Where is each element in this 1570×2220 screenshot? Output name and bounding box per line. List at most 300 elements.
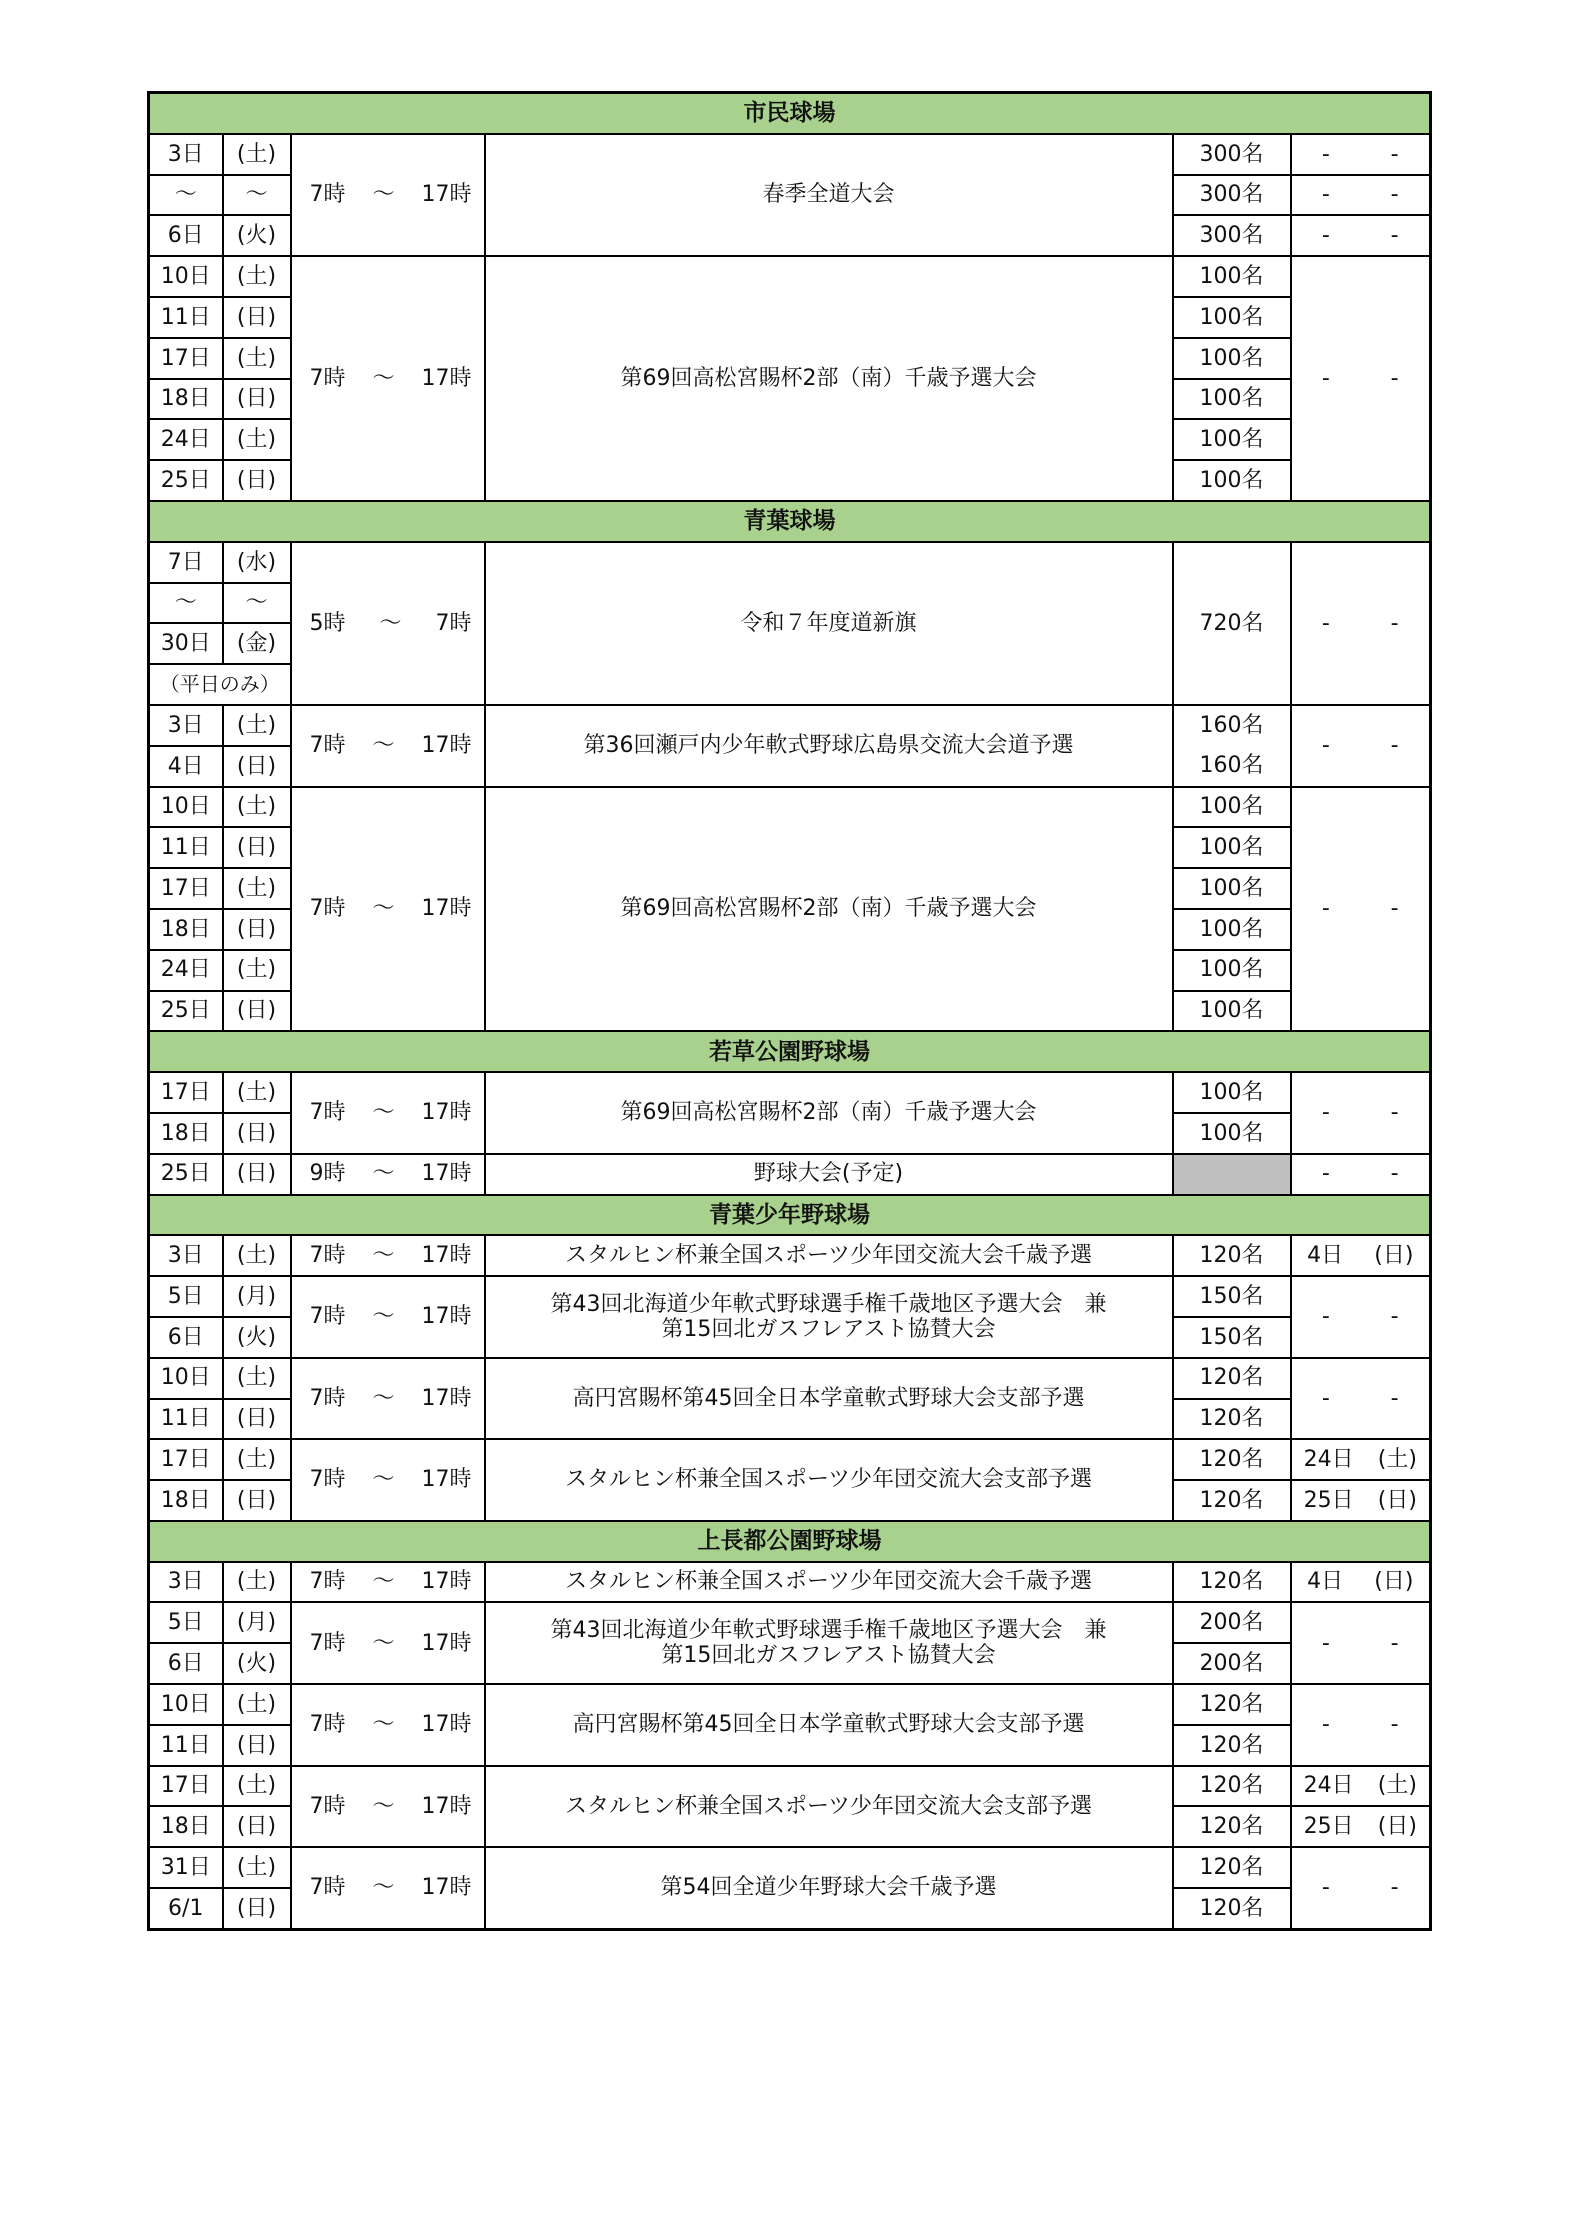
date-weekday: (日) xyxy=(223,379,291,420)
section-header-row xyxy=(149,1521,1431,1562)
reserve-weekday: - xyxy=(1390,365,1399,391)
date-day: ～ xyxy=(149,175,223,216)
capacity: 100名 xyxy=(1173,379,1291,420)
event-line: 春季全道大会 xyxy=(762,182,895,208)
schedule-row xyxy=(149,1562,1431,1603)
reserve-cell xyxy=(1291,705,1431,787)
reserve-day: 24日 xyxy=(1303,1773,1354,1799)
event-line: 第69回高松宮賜杯2部（南）千歳予選大会 xyxy=(620,1100,1037,1126)
reserve-weekday: - xyxy=(1390,223,1399,249)
section-header-row xyxy=(149,93,1431,134)
time-range-inner xyxy=(292,1243,484,1268)
event-line: 第15回北ガスフレアスト協賛大会 xyxy=(661,1643,996,1669)
date-day: 11日 xyxy=(149,1725,223,1766)
reserve-weekday: - xyxy=(1390,1385,1399,1411)
reserve-cell xyxy=(1291,215,1431,256)
date-weekday: (土) xyxy=(223,1235,291,1276)
reserve-inner xyxy=(1292,1488,1430,1513)
time-start: 7時 xyxy=(309,896,346,922)
event-name xyxy=(485,1439,1173,1521)
time-separator: ～ xyxy=(372,1630,395,1656)
time-end: 17時 xyxy=(421,1161,472,1187)
time-range xyxy=(291,1358,485,1440)
date-day: 10日 xyxy=(149,1358,223,1399)
reserve-day: 24日 xyxy=(1303,1447,1354,1473)
event-name xyxy=(485,787,1173,1032)
event-line: スタルヒン杯兼全国スポーツ少年団交流大会支部予選 xyxy=(564,1467,1093,1493)
time-start: 9時 xyxy=(309,1161,346,1187)
time-range xyxy=(291,1154,485,1195)
time-range xyxy=(291,256,485,501)
time-end: 17時 xyxy=(421,1712,472,1738)
time-separator: ～ xyxy=(372,1100,395,1126)
time-separator: ～ xyxy=(372,733,395,759)
capacity: 100名 xyxy=(1173,827,1291,868)
date-day: 18日 xyxy=(149,1113,223,1154)
capacity: 150名 xyxy=(1173,1276,1291,1317)
time-separator: ～ xyxy=(372,1161,395,1187)
time-range-inner xyxy=(292,733,484,758)
time-range xyxy=(291,787,485,1032)
reserve-day: - xyxy=(1321,141,1330,167)
reserve-weekday: - xyxy=(1390,141,1399,167)
reserve-inner xyxy=(1292,1386,1430,1411)
time-end: 17時 xyxy=(421,1243,472,1269)
time-start: 7時 xyxy=(309,1100,346,1126)
time-start: 7時 xyxy=(309,1243,346,1269)
event-line: 令和７年度道新旗 xyxy=(740,610,917,636)
reserve-cell xyxy=(1291,1072,1431,1154)
event-line: 高円宮賜杯第45回全日本学童軟式野球大会支部予選 xyxy=(572,1385,1085,1411)
reserve-day: - xyxy=(1321,223,1330,249)
schedule-row xyxy=(149,1684,1431,1725)
time-start: 7時 xyxy=(309,1712,346,1738)
time-end: 17時 xyxy=(421,1875,472,1901)
schedule-row xyxy=(149,1602,1431,1643)
date-weekday: (火) xyxy=(223,1317,291,1358)
reserve-cell xyxy=(1291,1358,1431,1440)
date-weekday: (土) xyxy=(223,787,291,828)
event-line: 野球大会(予定) xyxy=(753,1161,904,1187)
section-header-row xyxy=(149,1031,1431,1072)
time-separator: ～ xyxy=(372,1304,395,1330)
date-weekday: (日) xyxy=(223,1480,291,1521)
reserve-cell xyxy=(1291,1766,1431,1807)
time-separator: ～ xyxy=(372,1467,395,1493)
date-day: 7日 xyxy=(149,542,223,583)
time-end: 17時 xyxy=(421,1304,472,1330)
capacity: 100名 xyxy=(1173,909,1291,950)
reserve-weekday: (日) xyxy=(1374,1243,1414,1269)
reserve-weekday: (土) xyxy=(1377,1773,1417,1799)
reserve-cell xyxy=(1291,1684,1431,1766)
capacity: 100名 xyxy=(1173,1072,1291,1113)
date-day: 18日 xyxy=(149,379,223,420)
capacity: 100名 xyxy=(1173,297,1291,338)
date-day: ～ xyxy=(149,583,223,624)
time-separator: ～ xyxy=(372,1875,395,1901)
date-weekday: (土) xyxy=(223,1358,291,1399)
date-weekday: (日) xyxy=(223,1806,291,1847)
time-separator: ～ xyxy=(372,1385,395,1411)
time-separator: ～ xyxy=(372,182,395,208)
time-range-inner xyxy=(292,1467,484,1492)
capacity: 120名 xyxy=(1173,1480,1291,1521)
capacity: 100名 xyxy=(1173,460,1291,501)
capacity: 120名 xyxy=(1173,1766,1291,1807)
date-weekday: (土) xyxy=(223,1847,291,1888)
schedule-row xyxy=(149,705,1431,746)
schedule-row xyxy=(149,542,1431,583)
capacity: 120名 xyxy=(1173,1684,1291,1725)
event-name xyxy=(485,1154,1173,1195)
time-range xyxy=(291,1235,485,1276)
reserve-cell xyxy=(1291,787,1431,1032)
schedule-row xyxy=(149,787,1431,828)
time-range xyxy=(291,1439,485,1521)
reserve-inner xyxy=(1292,1773,1430,1798)
time-start: 7時 xyxy=(309,365,346,391)
date-day: 10日 xyxy=(149,1684,223,1725)
time-separator: ～ xyxy=(372,1793,395,1819)
date-day: 6日 xyxy=(149,215,223,256)
event-line: 第15回北ガスフレアスト協賛大会 xyxy=(661,1316,996,1342)
reserve-cell xyxy=(1291,256,1431,501)
event-name xyxy=(485,542,1173,705)
time-separator: ～ xyxy=(372,896,395,922)
reserve-weekday: - xyxy=(1390,182,1399,208)
date-day: 17日 xyxy=(149,338,223,379)
event-line: 第43回北海道少年軟式野球選手権千歳地区予選大会 兼 xyxy=(550,1617,1107,1643)
capacity: 120名 xyxy=(1173,1806,1291,1847)
event-name xyxy=(485,1235,1173,1276)
event-name xyxy=(485,1276,1173,1358)
date-weekday: (日) xyxy=(223,746,291,787)
date-day: 4日 xyxy=(149,746,223,787)
date-weekday: (日) xyxy=(223,1154,291,1195)
event-name xyxy=(485,256,1173,501)
time-end: 17時 xyxy=(421,1630,472,1656)
reserve-inner xyxy=(1292,1712,1430,1737)
event-line: スタルヒン杯兼全国スポーツ少年団交流大会千歳予選 xyxy=(564,1569,1093,1595)
date-weekday: (火) xyxy=(223,1643,291,1684)
capacity: 300名 xyxy=(1173,175,1291,216)
capacity: 200名 xyxy=(1173,1643,1291,1684)
event-name xyxy=(485,1602,1173,1684)
reserve-cell xyxy=(1291,1439,1431,1480)
reserve-day: - xyxy=(1321,1875,1330,1901)
time-range-inner xyxy=(292,1386,484,1411)
time-range xyxy=(291,1276,485,1358)
schedule-row xyxy=(149,256,1431,297)
date-day: 11日 xyxy=(149,1399,223,1440)
schedule-row xyxy=(149,1358,1431,1399)
reserve-day: 25日 xyxy=(1303,1487,1354,1513)
reserve-day: - xyxy=(1321,1161,1330,1187)
date-weekday: (土) xyxy=(223,1684,291,1725)
capacity: 100名 xyxy=(1173,256,1291,297)
capacity: 150名 xyxy=(1173,1317,1291,1358)
time-end: 17時 xyxy=(421,1793,472,1819)
date-weekday: (土) xyxy=(223,705,291,746)
reserve-inner xyxy=(1292,1447,1430,1472)
date-weekday: (日) xyxy=(223,827,291,868)
capacity: 120名 xyxy=(1173,1399,1291,1440)
date-day: 30日 xyxy=(149,623,223,664)
event-line: 第54回全道少年野球大会千歳予選 xyxy=(660,1875,997,1901)
reserve-weekday: (日) xyxy=(1377,1487,1417,1513)
schedule-row xyxy=(149,1439,1431,1480)
time-range-inner xyxy=(292,1875,484,1900)
date-weekday: (月) xyxy=(223,1276,291,1317)
reserve-day: - xyxy=(1321,365,1330,391)
capacity: 120名 xyxy=(1173,1888,1291,1929)
reserve-cell xyxy=(1291,1480,1431,1521)
schedule-row xyxy=(149,1276,1431,1317)
date-weekday: (日) xyxy=(223,991,291,1032)
reserve-cell xyxy=(1291,1602,1431,1684)
reserve-weekday: - xyxy=(1390,610,1399,636)
date-day: 25日 xyxy=(149,1154,223,1195)
capacity: 100名 xyxy=(1173,1113,1291,1154)
time-range xyxy=(291,1602,485,1684)
reserve-day: - xyxy=(1321,1304,1330,1330)
time-separator: ～ xyxy=(372,365,395,391)
date-weekday: (水) xyxy=(223,542,291,583)
reserve-day: - xyxy=(1321,1712,1330,1738)
date-weekday: (日) xyxy=(223,1399,291,1440)
date-day: 3日 xyxy=(149,705,223,746)
date-weekday: ～ xyxy=(223,583,291,624)
date-weekday: (土) xyxy=(223,868,291,909)
schedule-row xyxy=(149,1847,1431,1888)
date-day: 3日 xyxy=(149,134,223,175)
time-range xyxy=(291,1766,485,1848)
capacity: 160名 xyxy=(1173,746,1291,787)
venue-name: 青葉球場 xyxy=(149,501,1431,542)
date-day: 31日 xyxy=(149,1847,223,1888)
reserve-weekday: - xyxy=(1390,1100,1399,1126)
reserve-inner xyxy=(1292,1304,1430,1329)
reserve-day: - xyxy=(1321,1100,1330,1126)
date-day: 11日 xyxy=(149,297,223,338)
reserve-cell xyxy=(1291,175,1431,216)
capacity: 120名 xyxy=(1173,1847,1291,1888)
schedule-row xyxy=(149,1766,1431,1807)
date-weekday: (金) xyxy=(223,623,291,664)
reserve-weekday: (日) xyxy=(1377,1814,1417,1840)
capacity: 300名 xyxy=(1173,134,1291,175)
event-line: 第43回北海道少年軟式野球選手権千歳地区予選大会 兼 xyxy=(550,1291,1107,1317)
event-name xyxy=(485,1684,1173,1766)
date-weekday: (火) xyxy=(223,215,291,256)
section-header-row xyxy=(149,501,1431,542)
schedule-table xyxy=(147,91,1432,1931)
schedule-row xyxy=(149,134,1431,175)
reserve-day: - xyxy=(1321,896,1330,922)
reserve-weekday: - xyxy=(1390,733,1399,759)
capacity: 160名 xyxy=(1173,705,1291,746)
time-separator: ～ xyxy=(372,1569,395,1595)
reserve-day: 4日 xyxy=(1307,1243,1344,1269)
event-line: 第69回高松宮賜杯2部（南）千歳予選大会 xyxy=(620,365,1037,391)
reserve-day: - xyxy=(1321,1385,1330,1411)
time-start: 7時 xyxy=(309,1467,346,1493)
date-weekday: (日) xyxy=(223,297,291,338)
schedule-row xyxy=(149,1072,1431,1113)
date-day: 17日 xyxy=(149,1766,223,1807)
reserve-inner xyxy=(1292,366,1430,391)
reserve-weekday: - xyxy=(1390,1304,1399,1330)
time-range xyxy=(291,1562,485,1603)
date-day: 24日 xyxy=(149,419,223,460)
time-range-inner xyxy=(292,1100,484,1125)
date-day: 10日 xyxy=(149,256,223,297)
reserve-weekday: - xyxy=(1390,1875,1399,1901)
capacity: 300名 xyxy=(1173,215,1291,256)
event-line: スタルヒン杯兼全国スポーツ少年団交流大会支部予選 xyxy=(564,1793,1093,1819)
time-start: 7時 xyxy=(309,1630,346,1656)
time-separator: ～ xyxy=(372,1243,395,1269)
date-day: 6日 xyxy=(149,1317,223,1358)
reserve-cell xyxy=(1291,1235,1431,1276)
date-day: 5日 xyxy=(149,1276,223,1317)
time-end: 17時 xyxy=(421,182,472,208)
capacity: 100名 xyxy=(1173,419,1291,460)
time-range-inner xyxy=(292,1631,484,1656)
date-note: （平日のみ） xyxy=(149,664,291,705)
date-weekday: (土) xyxy=(223,338,291,379)
date-day: 17日 xyxy=(149,868,223,909)
time-range xyxy=(291,1847,485,1929)
time-range-inner xyxy=(292,366,484,391)
reserve-inner xyxy=(1292,896,1430,921)
time-range-inner xyxy=(292,611,484,636)
date-weekday: (土) xyxy=(223,1562,291,1603)
time-start: 5時 xyxy=(309,610,346,636)
schedule-row xyxy=(149,1235,1431,1276)
reserve-inner xyxy=(1292,733,1430,758)
reserve-inner xyxy=(1292,1569,1430,1594)
date-day: 25日 xyxy=(149,460,223,501)
reserve-cell xyxy=(1291,134,1431,175)
date-day: 5日 xyxy=(149,1602,223,1643)
reserve-day: 25日 xyxy=(1303,1814,1354,1840)
capacity: 100名 xyxy=(1173,991,1291,1032)
capacity: 120名 xyxy=(1173,1235,1291,1276)
time-range-inner xyxy=(292,896,484,921)
time-start: 7時 xyxy=(309,1569,346,1595)
capacity: 120名 xyxy=(1173,1725,1291,1766)
time-end: 17時 xyxy=(421,733,472,759)
event-line: スタルヒン杯兼全国スポーツ少年団交流大会千歳予選 xyxy=(564,1243,1093,1269)
reserve-cell xyxy=(1291,1806,1431,1847)
schedule-row xyxy=(149,1154,1431,1195)
date-weekday: (土) xyxy=(223,419,291,460)
date-weekday: (土) xyxy=(223,256,291,297)
date-day: 18日 xyxy=(149,1480,223,1521)
reserve-cell xyxy=(1291,1276,1431,1358)
time-range-inner xyxy=(292,1569,484,1594)
time-start: 7時 xyxy=(309,1304,346,1330)
date-day: 11日 xyxy=(149,827,223,868)
event-name xyxy=(485,1358,1173,1440)
reserve-weekday: - xyxy=(1390,1712,1399,1738)
reserve-day: - xyxy=(1321,182,1330,208)
time-end: 17時 xyxy=(421,1569,472,1595)
time-range xyxy=(291,1072,485,1154)
reserve-inner xyxy=(1292,1814,1430,1839)
time-range-inner xyxy=(292,1161,484,1186)
time-end: 17時 xyxy=(421,896,472,922)
date-day: 17日 xyxy=(149,1439,223,1480)
reserve-day: - xyxy=(1321,733,1330,759)
time-range xyxy=(291,705,485,787)
date-day: 10日 xyxy=(149,787,223,828)
section-header-row xyxy=(149,1195,1431,1236)
date-day: 3日 xyxy=(149,1235,223,1276)
reserve-weekday: (土) xyxy=(1377,1447,1417,1473)
reserve-inner xyxy=(1292,223,1430,248)
date-weekday: (土) xyxy=(223,1072,291,1113)
date-day: 24日 xyxy=(149,950,223,991)
reserve-cell xyxy=(1291,1562,1431,1603)
date-weekday: (日) xyxy=(223,460,291,501)
reserve-inner xyxy=(1292,142,1430,167)
venue-name: 上長都公園野球場 xyxy=(149,1521,1431,1562)
date-weekday: (土) xyxy=(223,1439,291,1480)
time-separator: ～ xyxy=(379,610,402,636)
event-name xyxy=(485,1072,1173,1154)
date-weekday: (土) xyxy=(223,1766,291,1807)
time-start: 7時 xyxy=(309,1875,346,1901)
date-weekday: ～ xyxy=(223,175,291,216)
time-range xyxy=(291,1684,485,1766)
capacity: 100名 xyxy=(1173,868,1291,909)
time-range-inner xyxy=(292,1712,484,1737)
date-weekday: (土) xyxy=(223,950,291,991)
venue-name: 青葉少年野球場 xyxy=(149,1195,1431,1236)
capacity: 120名 xyxy=(1173,1439,1291,1480)
date-weekday: (月) xyxy=(223,1602,291,1643)
reserve-day: - xyxy=(1321,610,1330,636)
event-line: 高円宮賜杯第45回全日本学童軟式野球大会支部予選 xyxy=(572,1712,1085,1738)
date-weekday: (日) xyxy=(223,1725,291,1766)
reserve-inner xyxy=(1292,1161,1430,1186)
reserve-inner xyxy=(1292,611,1430,636)
time-start: 7時 xyxy=(309,182,346,208)
date-day: 3日 xyxy=(149,1562,223,1603)
time-range-inner xyxy=(292,1794,484,1819)
reserve-cell xyxy=(1291,1847,1431,1929)
date-day: 18日 xyxy=(149,909,223,950)
event-name xyxy=(485,134,1173,256)
event-name xyxy=(485,1766,1173,1848)
time-range-inner xyxy=(292,1304,484,1329)
venue-name: 若草公園野球場 xyxy=(149,1031,1431,1072)
capacity: 720名 xyxy=(1173,542,1291,705)
reserve-inner xyxy=(1292,1875,1430,1900)
reserve-cell xyxy=(1291,1154,1431,1195)
venue-name: 市民球場 xyxy=(149,93,1431,134)
time-start: 7時 xyxy=(309,733,346,759)
date-weekday: (日) xyxy=(223,1113,291,1154)
date-day: 18日 xyxy=(149,1806,223,1847)
date-day: 25日 xyxy=(149,991,223,1032)
reserve-weekday: - xyxy=(1390,896,1399,922)
event-name xyxy=(485,705,1173,787)
time-end: 17時 xyxy=(421,1385,472,1411)
